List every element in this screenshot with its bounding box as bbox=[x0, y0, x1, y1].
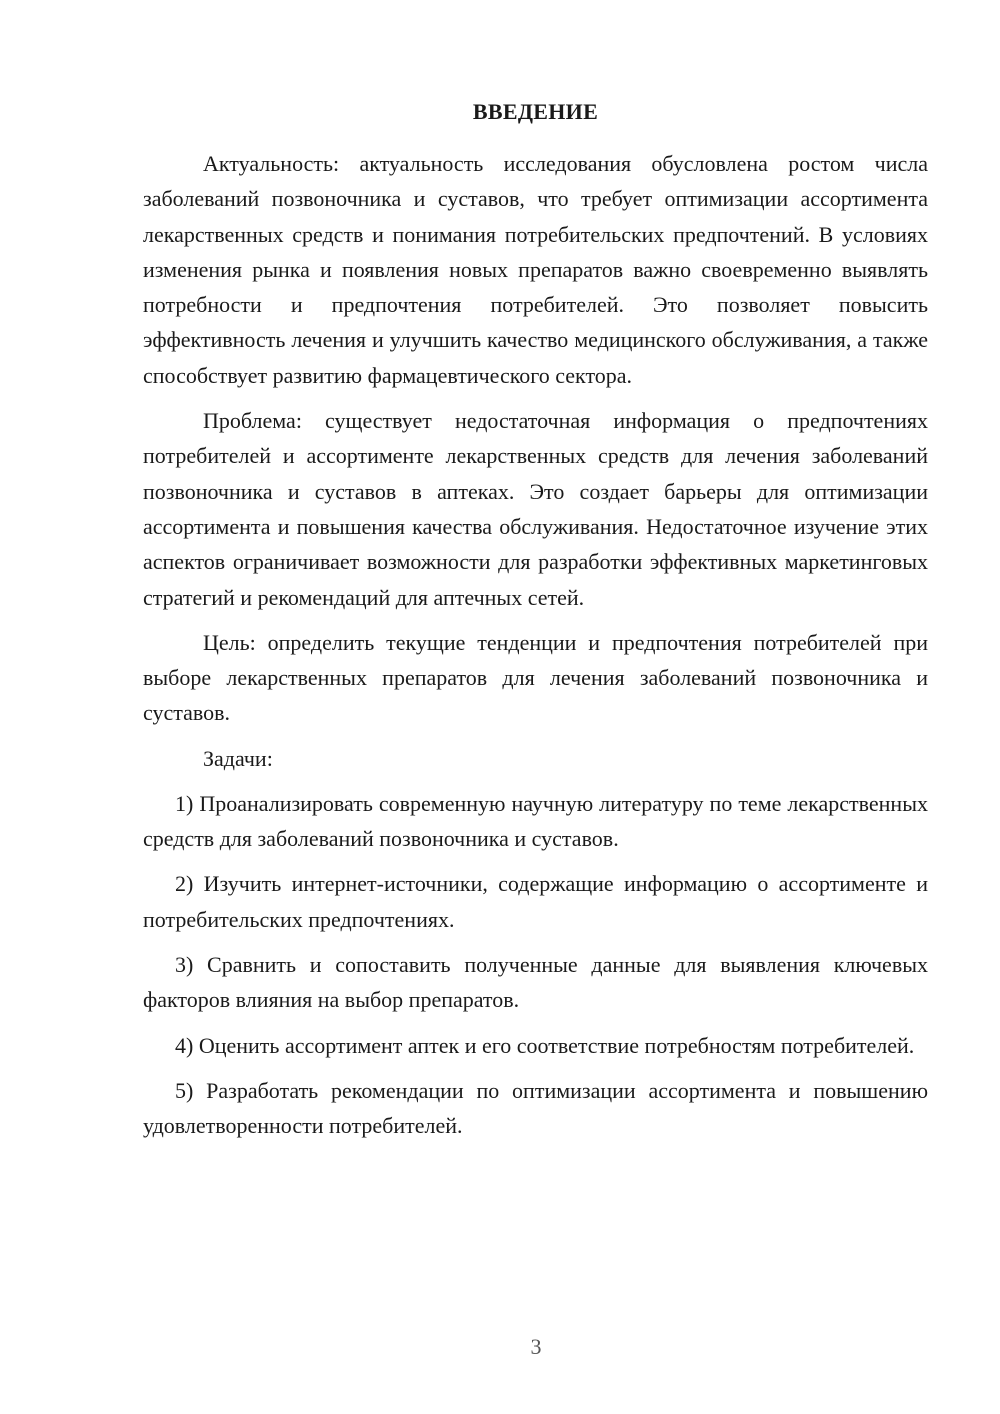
tasks-label: Задачи: bbox=[203, 745, 273, 771]
task-item: 2) Изучить интернет-источники, содержащие информацию о ассортименте и потребительских предпочтениях. bbox=[143, 871, 928, 932]
section-heading: ВВЕДЕНИЕ bbox=[472, 99, 599, 124]
page-content bbox=[143, 98, 928, 1143]
task-item: 5) Разработать рекомендации по оптимизации ассортимента и повышению удовлетворенности потребителей. bbox=[143, 1077, 928, 1139]
relevance-paragraph: Актуальность: актуальность исследования обусловлена ростом числа заболеваний позвоночника и суставов, что требует оптимизации ассортимента лекарственных средств и понимания потребительских предпочтений. В условиях изменения рынка и появления новых препаратов важно своевременно выявлять потребности и предпочтения потребителей. Это позволяет повысить эффективность лечения и улучшить качество медицинского обслуживания, а также способствует развитию фармацевтического сектора. bbox=[143, 151, 928, 388]
task-item: 1) Проанализировать современную научную литературу по теме лекарственных средств для заболеваний позвоночника и суставов. bbox=[143, 790, 928, 852]
task-item: 4) Оценить ассортимент аптек и его соответствие потребностям потребителей. bbox=[175, 1032, 915, 1058]
page-number: 3 bbox=[530, 1334, 542, 1359]
task-item: 3) Сравнить и сопоставить полученные данные для выявления ключевых факторов влияния на выбор препаратов. bbox=[143, 951, 928, 1013]
goal-paragraph: Цель: определить текущие тенденции и предпочтения потребителей при выборе лекарственных препаратов для лечения заболеваний позвоночника и суставов. bbox=[143, 629, 928, 726]
problem-paragraph: Проблема: существует недостаточная информация о предпочтениях потребителей и ассортименте лекарственных средств для лечения заболеваний позвоночника и суставов в аптеках. Это создает барьеры для оптимизации ассортимента и повышения качества обслуживания. Недостаточное изучение этих аспектов ограничивает возможности для разработки эффективных маркетинговых стратегий и рекомендаций для аптечных сетей. bbox=[143, 408, 928, 610]
tasks-list bbox=[143, 786, 928, 1144]
